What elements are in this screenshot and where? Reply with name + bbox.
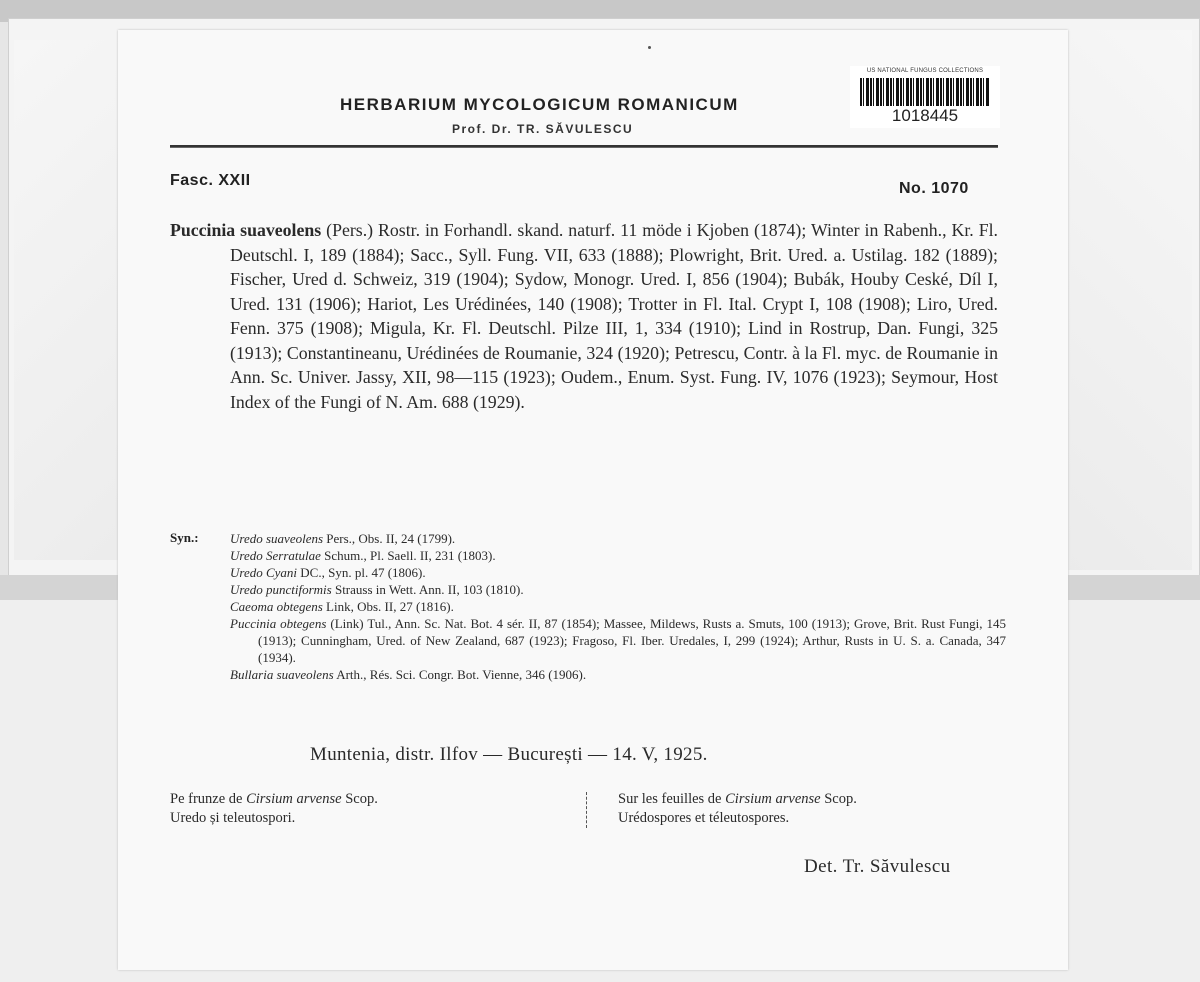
speck [648, 46, 651, 49]
barcode-caption: US NATIONAL FUNGUS COLLECTIONS [866, 68, 984, 74]
host-authority: Scop. [345, 791, 378, 807]
synonym-item [230, 598, 1006, 615]
header-rule [170, 145, 998, 148]
packet-right-flap [1061, 30, 1192, 570]
synonym-name: Uredo punctiformis [230, 582, 332, 597]
synonym-item [230, 615, 1006, 666]
synonym-name: Uredo Cyani [230, 565, 298, 580]
determiner: Det. Tr. Săvulescu [804, 856, 951, 877]
herbarium-title: HERBARIUM MYCOLOGICUM ROMANICUM [340, 95, 739, 114]
packet-left-flap [14, 40, 125, 560]
synonym-name: Uredo Serratulae [230, 548, 321, 563]
species-citation-block [170, 218, 998, 414]
species-name: Puccinia suaveolens [170, 220, 322, 240]
fascicle-number: Fasc. XXII [170, 172, 251, 189]
species-citation: (Pers.) Rostr. in Forhandl. skand. naturf. 11 möde i Kjoben (1874); Winter in Rabenh., Kr. Fl. Deutschl. I, 189 (1884); Sacc., Syll. Fung. VII, 633 (1888); Plowright, Brit. Ured. a. Ustilag. 182 (1889); Fischer, Ured d. Schweiz, 319 (1904); Sydow, Monogr. Ured. I, 856 (1904); Bubák, Houby Ceské, Díl I, Ured. 131 (1906); Hariot, Les Urédinées, 140 (1908); Trotter in Fl. Ital. Crypt I, 108 (1908); Liro, Ured. Fenn. 375 (1908); Migula, Kr. Fl. Deutschl. Pilze III, 1, 334 (1910); Lind in Rostrup, Dan. Fungi, 325 (1913); Constantineanu, Urédinées de Roumanie, 324 (1920); Petrescu, Contr. à la Fl. myc. de Roumanie in Ann. Sc. Univer. Jassy, XII, 98—115 (1923); Oudem., Enum. Syst. Fung. IV, 1076 (1923); Seymour, Host Index of the Fungi of N. Am. 688 (1929). [230, 220, 998, 412]
synonym-citation: Strauss in Wett. Ann. II, 103 (1810). [334, 582, 524, 597]
synonyms-label: Syn.: [170, 530, 199, 545]
synonym-citation: DC., Syn. pl. 47 (1806). [300, 565, 426, 580]
host-note-romanian [170, 790, 562, 828]
barcode-number: 1018445 [891, 106, 959, 125]
host-name: Cirsium arvense [725, 791, 821, 807]
synonym-item [230, 530, 1006, 547]
synonyms-list [230, 530, 1006, 683]
barcode-graphic [860, 78, 990, 106]
host-authority: Scop. [824, 791, 857, 807]
synonym-name: Caeoma obtegens [230, 599, 323, 614]
synonym-citation: Pers., Obs. II, 24 (1799). [326, 531, 456, 546]
synonym-item [230, 547, 1006, 564]
synonym-item [230, 564, 1006, 581]
collection-locality: Muntenia, distr. Ilfov — București — 14. V, 1925. [310, 744, 708, 765]
synonym-item [230, 666, 1006, 683]
synonym-citation: Schum., Pl. Saell. II, 231 (1803). [324, 548, 496, 563]
synonym-citation: (Link) Tul., Ann. Sc. Nat. Bot. 4 sér. II, 87 (1854); Massee, Mildews, Rusts a. Smuts, 100 (1913); Grove, Brit. Rust Fungi, 145 (1913); Cunningham, Ured. of New Zealand, 687 (1923); Fragoso, Fl. Iber. Uredales, I, 299 (1924); Arthur, Rusts in U. S. a. Canada, 347 (1934). [258, 616, 1007, 665]
specimen-label [118, 30, 1068, 970]
host-note-french [618, 790, 1010, 828]
spore-stages: Urédospores et téleutospores. [618, 810, 790, 826]
column-divider [586, 792, 587, 828]
synonym-citation: Link, Obs. II, 27 (1816). [326, 599, 454, 614]
barcode-label [850, 66, 1000, 128]
synonym-item [230, 581, 1006, 598]
synonym-name: Uredo suaveolens [230, 531, 324, 546]
synonym-citation: Arth., Rés. Sci. Congr. Bot. Vienne, 346 (1906). [336, 667, 587, 682]
synonym-name: Bullaria suaveolens [230, 667, 334, 682]
spore-stages: Uredo și teleutospori. [170, 810, 296, 826]
host-name: Cirsium arvense [246, 791, 342, 807]
herbarium-subtitle: Prof. Dr. TR. SĂVULESCU [452, 122, 634, 136]
host-note-prefix: Sur les feuilles de [618, 791, 722, 807]
host-note-prefix: Pe frunze de [170, 791, 243, 807]
synonym-name: Puccinia obtegens [230, 616, 327, 631]
exsiccata-number: No. 1070 [899, 180, 969, 197]
